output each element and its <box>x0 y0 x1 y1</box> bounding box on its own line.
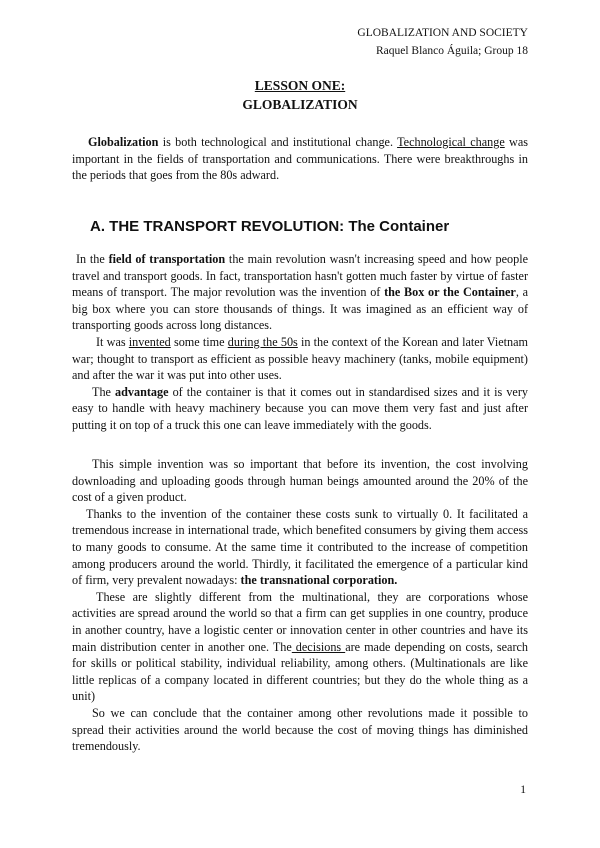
lesson-number: LESSON ONE: <box>254 78 346 93</box>
paragraph-5 <box>72 506 528 589</box>
author-line: Raquel Blanco Águila; Group 18 <box>375 45 528 57</box>
page-number: 1 <box>520 784 526 796</box>
p1-bold-2: the Box or the Container <box>384 285 516 300</box>
p1-text-3: , a big box where you can store thousands of things. It was imagined as an efficient way of transporting goods across long distances. <box>72 285 528 333</box>
paragraph-2 <box>72 334 528 384</box>
paragraph-3 <box>72 384 528 434</box>
intro-paragraph <box>72 134 528 184</box>
p2-text-3: in the context of the Korean and later Vietnam war; thought to transport as efficient as possible heavy machinery (tanks, mobile equipment) and after the war it was put into other uses. <box>72 334 528 383</box>
page-header <box>357 24 528 60</box>
p2-text-2: some time <box>170 334 228 349</box>
paragraph-6 <box>72 589 528 705</box>
p1-text-1: In the <box>76 252 109 266</box>
lesson-title <box>0 76 600 114</box>
intro-text-2: was important in the fields of transportation and communications. There were breakthroughs in the periods that goes from the 80s adward. <box>72 135 528 183</box>
paragraph-4: This simple invention was so important that before its invention, the cost involving downloading and uploading goods through human beings amounted around the 20% of the cost of a given product. <box>72 457 528 505</box>
paragraph-7: So we can conclude that the container among other revolutions made it possible to spread their activities around the world because the cost of moving things has diminished tremendously. <box>72 705 528 754</box>
p3-text-2: of the container is that it comes out in standardised sizes and it is very easy to handle with heavy machinery because you can move them very fast and just after putting it on top of a truck this one can leave immediately with the goods. <box>72 384 528 432</box>
p6-text-1: These are slightly different from the multinational, they are corporations whose activities are spread around the world so that a firm can get supplies in one country, produce in another country, have a logistic center or innovation center in other countries and have its main distribution center in another one. The <box>72 589 528 654</box>
section-heading: A. THE TRANSPORT REVOLUTION: The Container <box>90 218 450 235</box>
p5-bold-1: the transnational corporation. <box>240 573 398 588</box>
p1-text-2: the main revolution wasn't increasing speed and how people travel and transport goods. In fact, transportation hasn't gotten much faster by virtue of faster means of transport. The major revolution was the invention of <box>72 252 528 300</box>
course-title: GLOBALIZATION AND SOCIETY <box>357 27 528 39</box>
intro-section <box>72 134 528 184</box>
lesson-name: GLOBALIZATION <box>242 97 358 112</box>
p5-text-1: Thanks to the invention of the container these costs sunk to virtually 0. It facilitated a tremendous increase in international trade, which benefited consumers by giving them access to many goods to consume. At the same time it contributed to the increase of competition among producers around the world. Thirdly, it facilitated the emergence of a particular kind of firm, very prevalent nowadays: <box>72 506 528 588</box>
body-block-2 <box>72 456 528 755</box>
p3-text-1: The <box>92 384 116 399</box>
p2-underline-2: during the 50s <box>227 334 298 349</box>
p2-underline-1: invented <box>128 334 171 349</box>
intro-term: Globalization <box>88 135 159 149</box>
body-block-1 <box>72 251 528 434</box>
p6-underline-1: decisions <box>291 639 346 654</box>
p2-text-1: It was <box>96 334 129 349</box>
paragraph-1 <box>72 251 528 334</box>
p1-bold-1: field of transportation <box>108 252 226 266</box>
p6-text-2: are made depending on costs, search for skills or political stability, individual reliability, among others. (Multinationals are like little replicas of a company located in different countries; but they do the whole thing as a unit) <box>72 639 529 704</box>
intro-text-1: is both technological and institutional change. <box>158 135 398 149</box>
p3-bold-1: advantage <box>115 384 169 399</box>
intro-underlined: Technological change <box>397 135 505 149</box>
